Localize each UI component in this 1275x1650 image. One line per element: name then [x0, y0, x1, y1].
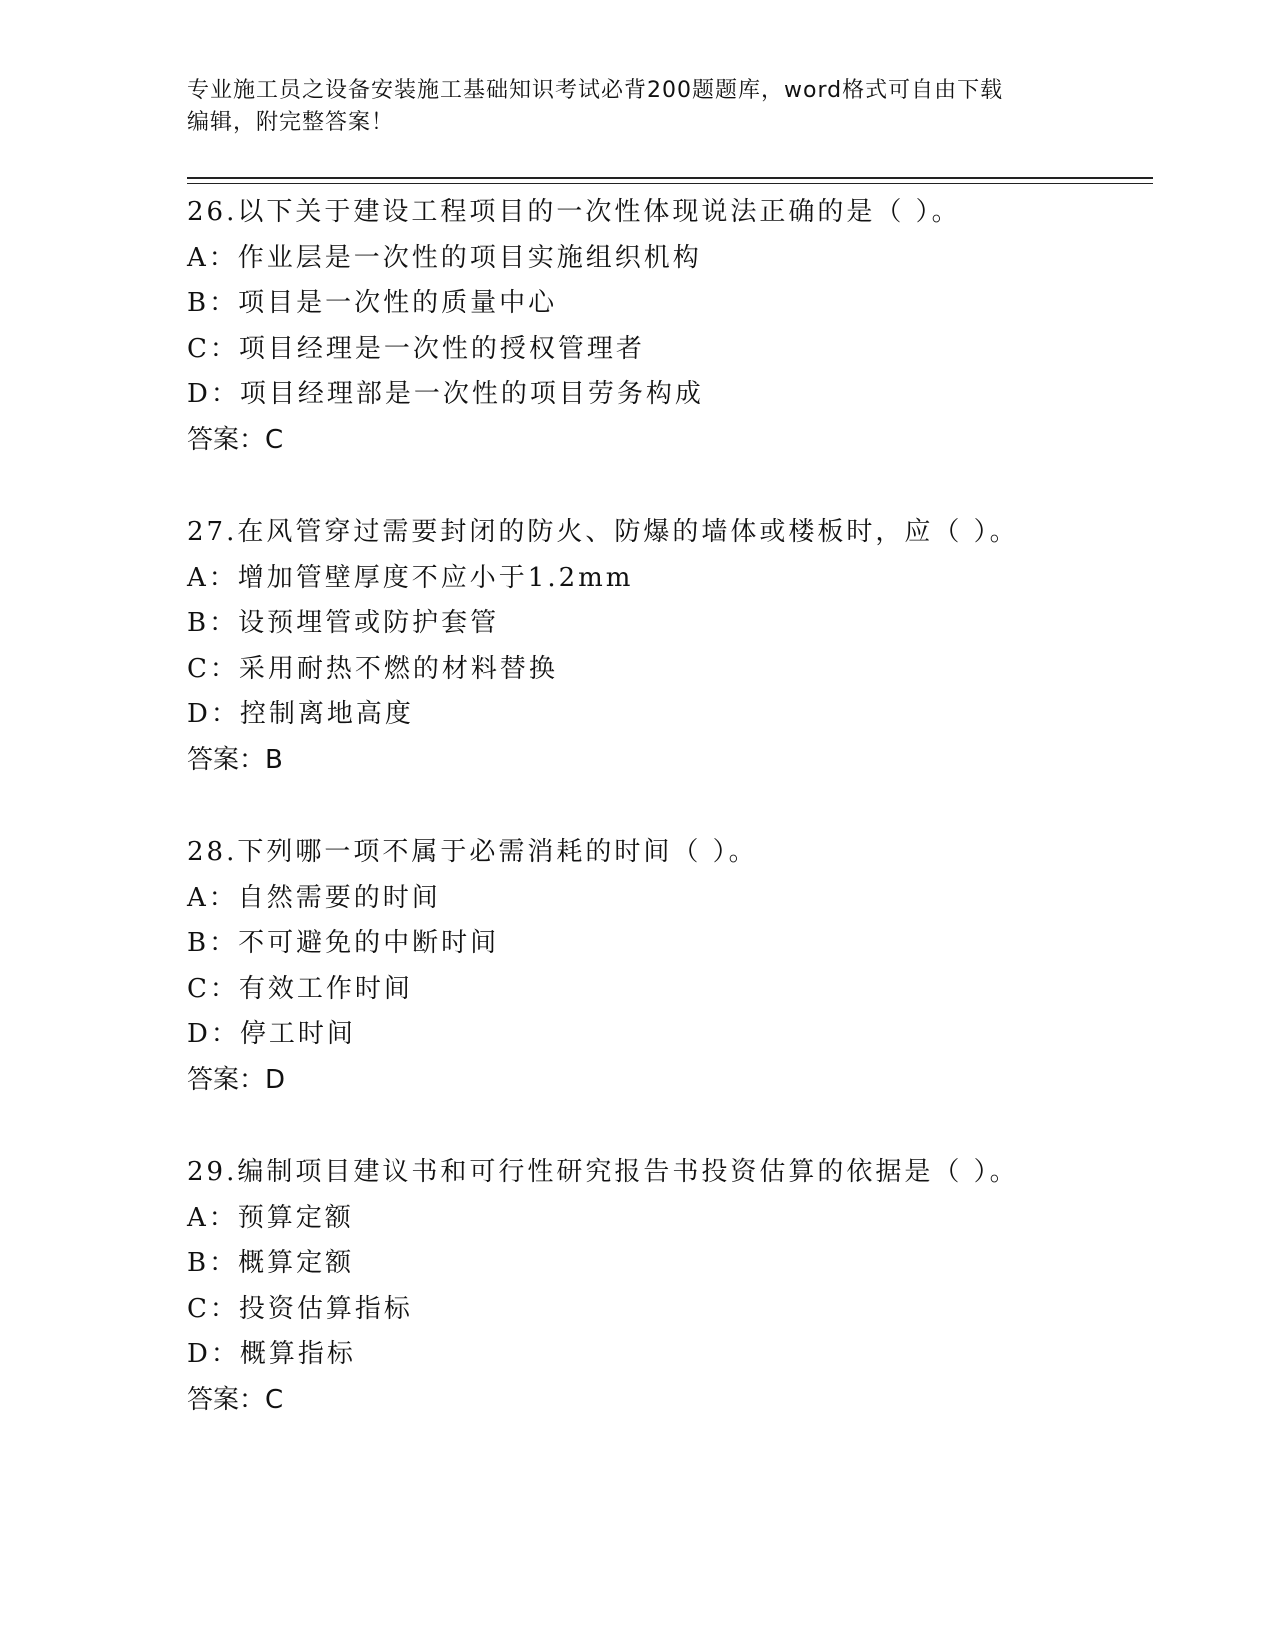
answer: 答案：B — [187, 744, 283, 775]
answer: 答案：C — [187, 1384, 284, 1415]
header-divider-thick — [187, 177, 1153, 179]
question-26 — [187, 190, 1153, 510]
option-c: C：项目经理是一次性的授权管理者 — [187, 333, 645, 364]
option-d: D：控制离地高度 — [187, 699, 414, 729]
option-a: A：自然需要的时间 — [187, 882, 441, 913]
option-b: B：项目是一次性的质量中心 — [187, 288, 558, 318]
option-d: D：项目经理部是一次性的项目劳务构成 — [187, 379, 704, 409]
question-28 — [187, 830, 1153, 1150]
question-stem: 27.在风管穿过需要封闭的防火、防爆的墙体或楼板时，应（ ）。 — [187, 517, 1019, 547]
option-b: B：概算定额 — [187, 1248, 355, 1278]
option-c: C：有效工作时间 — [187, 973, 413, 1004]
option-a: A：增加管壁厚度不应小于1.2mm — [187, 562, 634, 593]
question-29 — [187, 1150, 1153, 1470]
header-line-1: 专业施工员之设备安装施工基础知识考试必背200题题库，word格式可自由下载 — [187, 78, 1004, 103]
question-stem: 29.编制项目建议书和可行性研究报告书投资估算的依据是（ ）。 — [187, 1157, 1019, 1187]
option-a: A：预算定额 — [187, 1202, 354, 1233]
option-b: B：不可避免的中断时间 — [187, 928, 500, 958]
question-stem: 28.下列哪一项不属于必需消耗的时间（ ）。 — [187, 837, 758, 867]
answer: 答案：D — [187, 1064, 286, 1095]
option-d: D：停工时间 — [187, 1019, 356, 1049]
header-divider-thin — [187, 183, 1153, 184]
question-list — [187, 190, 1153, 1470]
option-c: C：投资估算指标 — [187, 1293, 413, 1324]
question-27 — [187, 510, 1153, 830]
option-c: C：采用耐热不燃的材料替换 — [187, 653, 558, 684]
header-line-2: 编辑，附完整答案！ — [187, 110, 395, 135]
answer: 答案：C — [187, 424, 284, 455]
option-b: B：设预埋管或防护套管 — [187, 608, 500, 638]
question-stem: 26.以下关于建设工程项目的一次性体现说法正确的是（ ）。 — [187, 197, 961, 227]
option-d: D：概算指标 — [187, 1339, 356, 1369]
document-header — [187, 75, 1067, 139]
option-a: A：作业层是一次性的项目实施组织机构 — [187, 242, 702, 273]
